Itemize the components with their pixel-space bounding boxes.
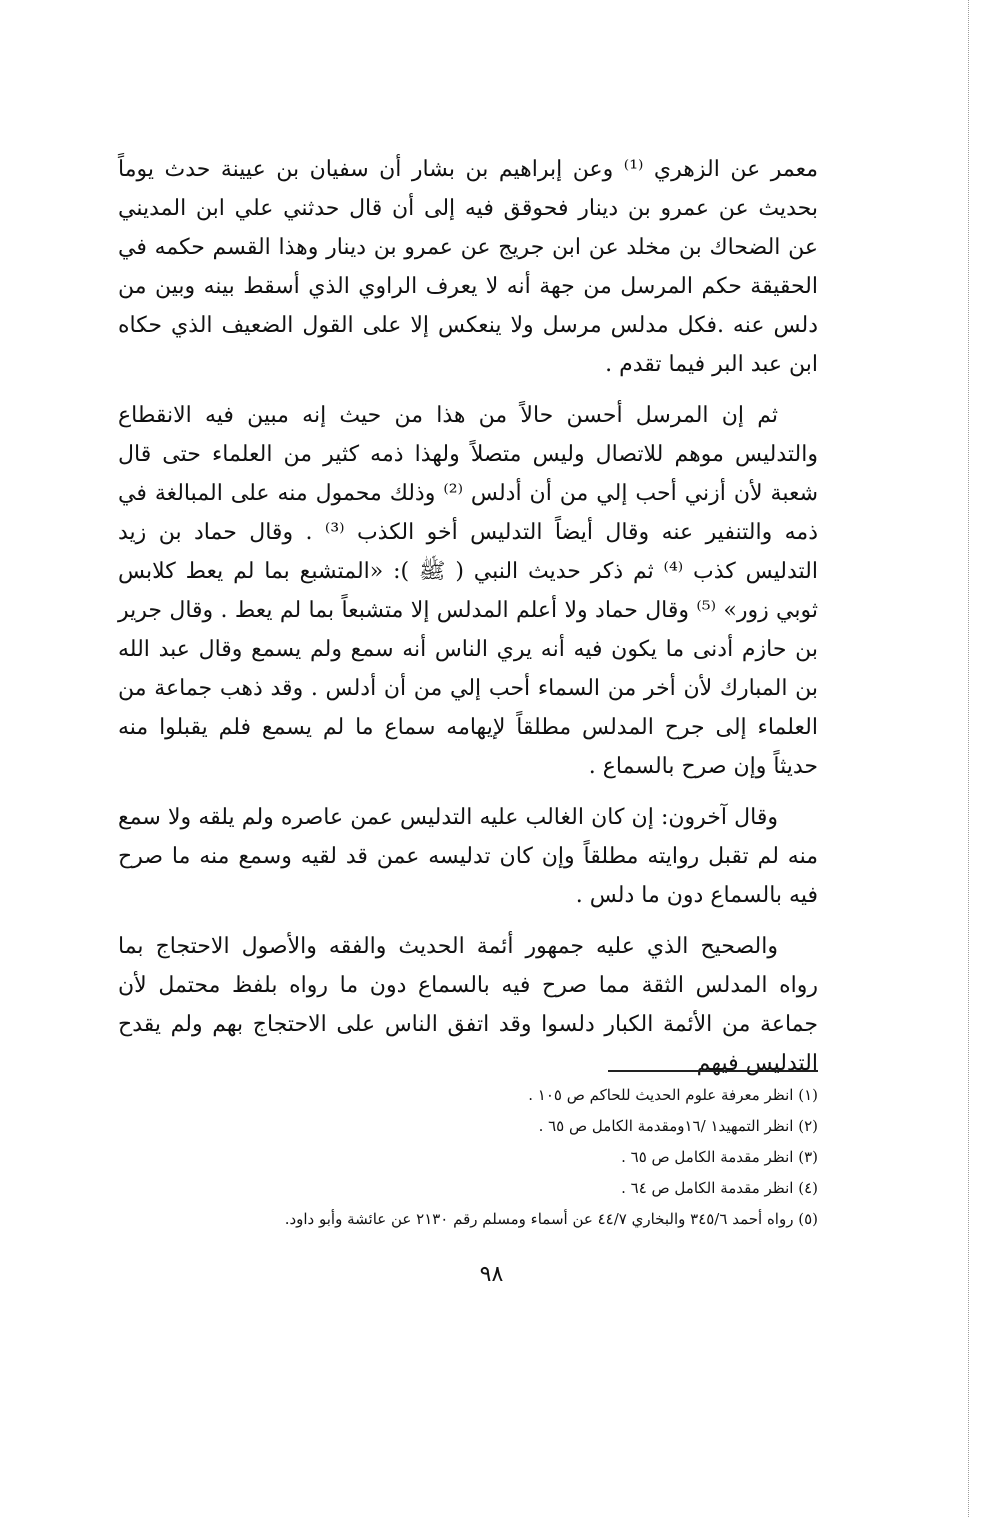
footnote: (١) انظر معرفة علوم الحديث للحاكم ص ١٠٥ . xyxy=(528,1086,818,1104)
footnote: (٤) انظر مقدمة الكامل ص ٦٤ . xyxy=(621,1179,818,1197)
page-edge xyxy=(968,0,969,1517)
footnote: (٣) انظر مقدمة الكامل ص ٦٥ . xyxy=(621,1148,818,1166)
footnotes xyxy=(118,1080,818,1235)
paragraph: معمر عن الزهري ⁽¹⁾ وعن إبراهيم بن بشار أن سفيان بن عيينة حدث يوماً بحديث عن عمرو بن دينار فحوقق فيه إلى أن قال حدثني علي ابن المديني عن الضحاك بن مخلد عن ابن جريج عن عمرو بن دينار وهذا القسم حكمه في الحقيقة حكم المرسل من جهة أنه لا يعرف الراوي الذي أسقط بينه وبين من دلس عنه .فكل مدلس مرسل ولا ينعكس إلا على القول الضعيف الذي حكاه ابن عبد البر فيما تقدم . xyxy=(118,157,818,377)
footnote: (٥) رواه أحمد ٣٤٥/٦ والبخاري ٤٤/٧ عن أسماء ومسلم رقم ٢١٣٠ عن عائشة وأبو داود. xyxy=(284,1210,818,1228)
paragraph: ثم إن المرسل أحسن حالاً من هذا من حيث إنه مبين فيه الانقطاع والتدليس موهم للاتصال وليس متصلاً ولهذا ذمه كثير من العلماء حتى قال شعبة لأن أزني أحب إلي من أن أدلس ⁽²⁾ وذلك محمول منه على المبالغة في ذمه والتنفير عنه وقال أيضاً التدليس أخو الكذب ⁽³⁾ . وقال حماد بن زيد التدليس كذب ⁽⁴⁾ ثم ذكر حديث النبي ( ﷺ ): «المتشبع بما لم يعط كلابس ثوبي زور» ⁽⁵⁾ وقال حماد ولا أعلم المدلس إلا متشبعاً بما لم يعط . وقال جرير بن حازم أدنى ما يكون فيه أنه يري الناس أنه سمع ولم يسمع وقال عبد الله بن المبارك لأن أخر من السماء أحب إلي من أن أدلس . وقد ذهب جماعة من العلماء إلى جرح المدلس مطلقاً لإيهامه سماع ما لم يسمع فلم يقبلوا منه حديثاً وإن صرح بالسماع . xyxy=(118,403,819,779)
main-text xyxy=(118,150,818,1095)
footnote: (٢) انظر التمهيد١ /١٦ومقدمة الكامل ص ٦٥ . xyxy=(538,1117,818,1135)
paragraph: وقال آخرون: إن كان الغالب عليه التدليس عمن عاصره ولم يلقه ولا سمع منه لم تقبل روايته مطلقاً وإن كان تدليسه عمن قد لقيه وسمع منه ما صرح فيه بالسماع دون ما دلس . xyxy=(118,805,818,908)
page-number: ٩٨ xyxy=(479,1262,504,1287)
footnote-separator xyxy=(608,1070,818,1072)
paragraph: والصحيح الذي عليه جمهور أئمة الحديث والفقه والأصول الاحتجاج بما رواه المدلس الثقة مما صرح فيه بالسماع دون ما رواه بلفظ محتمل لأن جماعة من الأئمة الكبار دلسوا وقد اتفق الناس على الاحتجاج بهم ولم يقدح التدليس فيهم xyxy=(118,934,818,1076)
